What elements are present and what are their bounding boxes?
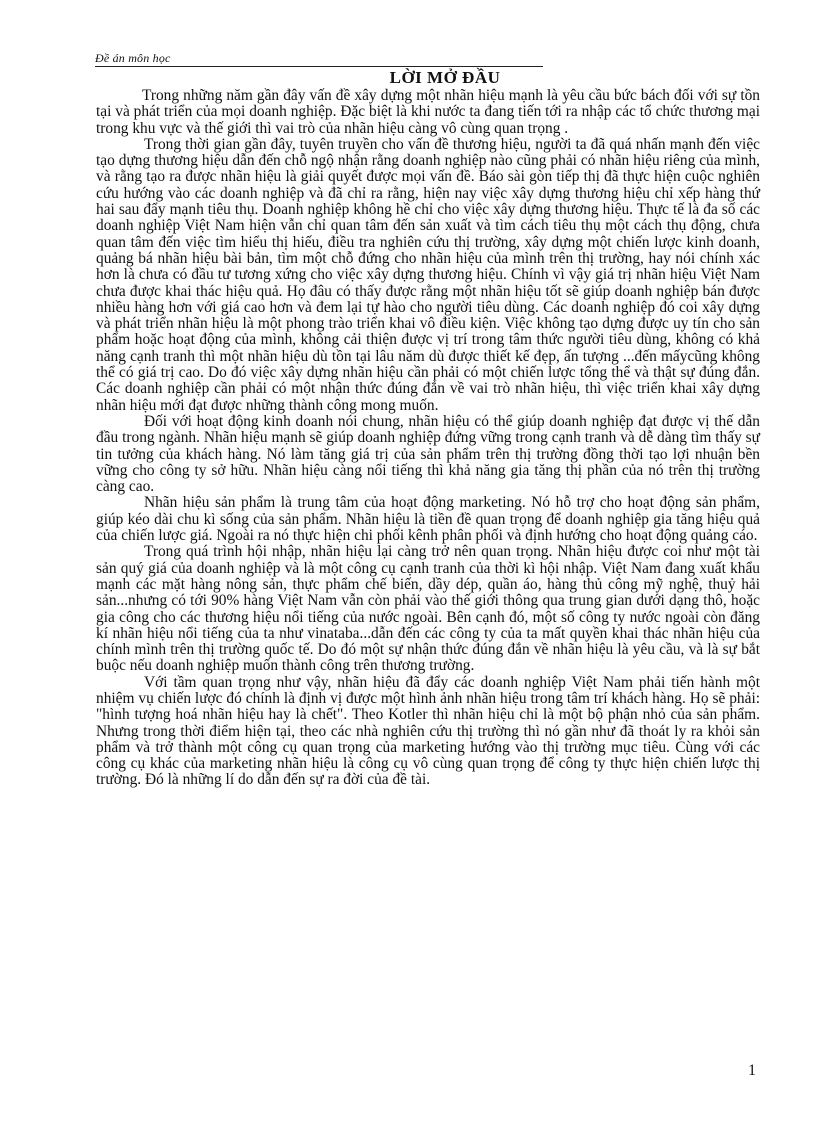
paragraph: Trong thời gian gần đây, tuyên truyền cho vấn đề thương hiệu, người ta đã quá nhấn mạnh đến việc tạo dựng thương hiệu dẫn đến chỗ ngộ nhận rằng doanh nghiệp nào cũng phải có nhãn hiệu riêng của mình, và rằng tạo ra được nhãn hiệu là giải quyết được mọi vấn đề. Báo sài gòn tiếp thị đã thực hiện cuộc nghiên cứu hướng vào các doanh nghiệp và đã chỉ ra rằng, hiện nay việc xây dựng thương hiệu chỉ xếp hàng thứ hai sau đẩy mạnh tiêu thụ. Doanh nghiệp không hề chỉ cho việc xây dựng thương hiệu. Thực tế là đa số các doanh nghiệp Việt Nam hiện vẫn chỉ quan tâm đến sản xuất và tìm cách tiêu thụ một cách thụ động, chưa quan tâm đến việc tìm hiểu thị hiếu, điều tra nghiên cứu thị trường, xây dựng một chiến lược kinh doanh, quảng bá nhãn hiệu bài bản, tìm một chỗ đứng cho nhãn hiệu của mình trên thị trường, hay nói chính xác hơn là chưa có đầu tư tương xứng cho việc xây dựng thương hiệu. Chính vì vậy giá trị nhãn hiệu Việt Nam chưa được khai thác hiệu quả. Họ đâu có thấy được rằng một nhãn hiệu tốt sẽ giúp doanh nghiệp bán được nhiều hàng hơn với giá cao hơn và đem lại tự hào cho người tiêu dùng. Các doanh nghiệp đó coi xây dựng và phát triển nhãn hiệu là một phong trào triển khai vô điều kiện. Việc không tạo dựng được uy tín cho sản phẩm hoặc hoạt động của mình, không cải thiện được vị trí trong tâm thức người tiêu dùng, không có khả năng cạnh tranh thì một nhãn hiệu dù tồn tại lâu năm dù được thiết kế đẹp, ấn tượng ...đến mấycũng không thể có giá trị cao. Do đó việc xây dựng nhãn hiệu cần phải có một chiến lược tổng thể và thật sự đúng đắn. Các doanh nghiệp cần phải có một nhận thức đúng đắn về vai trò nhãn hiệu, thì việc triển khai xây dựng nhãn hiệu mới đạt được những thành công mong muốn. [96,135,760,414]
paragraph: Với tầm quan trọng như vậy, nhãn hiệu đã đẩy các doanh nghiệp Việt Nam phải tiến hành một nhiệm vụ chiến lược đó chính là định vị được một hình ảnh nhãn hiệu trong tâm trí khách hàng. Họ sẽ phải: "hình tượng hoá nhãn hiệu hay là chết". Theo Kotler thì nhãn hiệu chỉ là một bộ phận nhỏ của sản phẩm. Nhưng trong thời điểm hiện tại, theo các nhà nghiên cứu thị trường thì nó gần như đã thoát ly ra khỏi sản phẩm và trở thành một công cụ quan trọng của marketing hướng vào thị trường mục tiêu. Cùng với các công cụ khác của marketing nhãn hiệu là công cụ vô cùng quan trọng để công ty thực hiện chiến lược thị trường. Đó là những lí do dẫn đến sự ra đời của đề tài. [96,673,760,789]
page-number: 1 [748,1062,756,1079]
paragraph: Trong những năm gần đây vấn đề xây dựng một nhãn hiệu mạnh là yêu cầu bức bách đối với sự tồn tại và phát triển của mọi doanh nghiệp. Đặc biệt là khi nước ta đang tiến tới ra nhập các tổ chức thương mại trong khu vực và thế giới thì vai trò của nhãn hiệu càng vô cùng quan trọng . [96,87,760,137]
body-text [96,88,760,789]
running-header: Đề án môn học [95,52,543,67]
paragraph: Trong quá trình hội nhập, nhãn hiệu lại càng trở nên quan trọng. Nhãn hiệu được coi như một tài sản quý giá của doanh nghiệp và là một công cụ cạnh tranh của thời kì hội nhập. Việt Nam đang xuất khẩu mạnh các mặt hàng nông sản, thực phẩm chế biến, dầy dép, quần áo, hàng thủ công mỹ nghệ, thuỷ hải sản...nhưng có tới 90% hàng Việt Nam vẫn còn phải vào thế giới thông qua trung gian dưới dạng thô, hoặc gia công cho các thương hiệu nổi tiếng của nước ngoài. Bên cạnh đó, một số công ty nước ngoài còn đăng kí nhãn hiệu nổi tiếng của ta như vinataba...dẫn đến các công ty của ta mất quyền khai thác nhãn hiệu của chính mình trên thị trường quốc tế. Do đó một sự nhận thức đúng đắn về nhãn hiệu là yêu cầu, và là sự bắt buộc nếu doanh nghiệp muốn thành công trên thương trường. [96,543,760,675]
paragraph: Nhãn hiệu sản phẩm là trung tâm của hoạt động marketing. Nó hỗ trợ cho hoạt động sản phẩm, giúp kéo dài chu kì sống của sản phẩm. Nhãn hiệu là tiền đề quan trọng để doanh nghiệp gia tăng hiệu quả của chiến lược giá. Ngoài ra nó thực hiện chi phối kênh phân phối và định hướng cho hoạt động quảng cáo. [96,494,760,545]
paragraph: Đối với hoạt động kinh doanh nói chung, nhãn hiệu có thể giúp doanh nghiệp đạt được vị thế dẫn đầu trong ngành. Nhãn hiệu mạnh sẽ giúp doanh nghiệp đứng vững trong cạnh tranh và dễ dàng tìm thấy sự tin tưởng của khách hàng. Nó làm tăng giá trị của sản phẩm trên thị trường đồng thời tạo lợi nhuận bền vững cho công ty sở hữu. Nhãn hiệu càng nổi tiếng thì khả năng gia tăng thị phần của nó trên thị trường càng cao. [96,412,760,496]
page-title: LỜI MỞ ĐẦU [389,68,501,87]
